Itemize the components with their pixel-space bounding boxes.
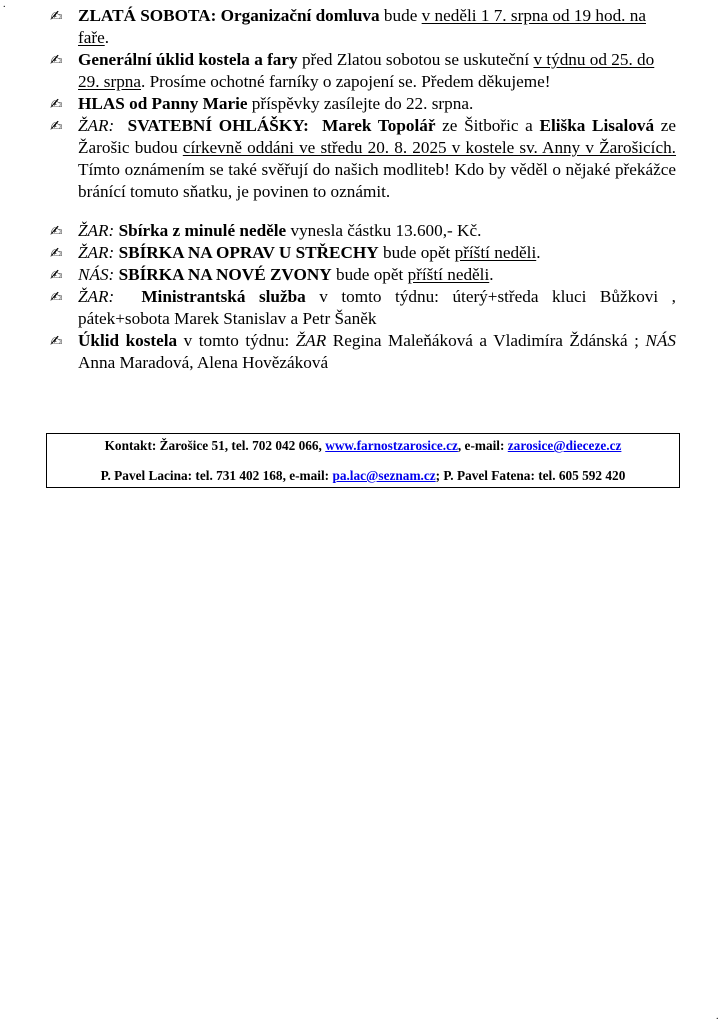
writing-hand-icon: ✍ — [50, 95, 63, 113]
parish-prefix: NÁS: — [78, 265, 115, 284]
item-title: Úklid kostela — [78, 331, 178, 350]
item-date: příští neděli — [454, 243, 537, 262]
item-text: bude opět — [331, 265, 408, 284]
contact-line — [47, 438, 679, 454]
list-item — [50, 242, 676, 264]
parish-prefix: ŽAR: — [78, 243, 115, 262]
item-title: Ministrantská služba — [141, 287, 306, 306]
writing-hand-icon: ✍ — [50, 117, 63, 135]
item-text: bude opět — [378, 243, 455, 262]
item-text: vynesla částku 13.600,- Kč. — [286, 221, 482, 240]
item-text: . — [536, 243, 541, 262]
item-title: Generální úklid kostela a fary — [78, 50, 298, 69]
corner-dot: . — [3, 0, 6, 10]
item-text: . — [104, 28, 110, 47]
item-date: v týdnu od 25. do 29. srpna — [78, 50, 655, 91]
parish-prefix: NÁS — [645, 331, 676, 350]
item-text: Regina Maleňáková a Vladimíra Ždánská ; — [326, 331, 639, 350]
list-item — [50, 220, 676, 242]
writing-hand-icon: ✍ — [50, 51, 63, 69]
writing-hand-icon: ✍ — [50, 7, 63, 25]
list-item — [50, 264, 676, 286]
item-date: příští neděli — [407, 265, 490, 284]
contact-line — [47, 468, 679, 484]
item-text: Anna Maradová, Alena Hovězáková — [78, 353, 329, 372]
wedding-date: církevně oddáni ve středu 20. 8. 2025 v kostele sv. Anny v Žarošicích. — [182, 138, 676, 157]
item-text: příspěvky zasílejte do 22. srpna. — [247, 94, 474, 113]
item-title: ZLATÁ SOBOTA: Organizační domluva — [78, 6, 380, 25]
writing-hand-icon: ✍ — [50, 266, 63, 284]
item-text: v tomto týdnu: úterý+středa kluci Bůžkovi , pátek+sobota Marek Stanislav a Petr Šaněk — [78, 287, 676, 328]
contact-text: Kontakt: Žarošice 51, tel. 702 042 066, — [104, 438, 326, 453]
list-item — [50, 5, 676, 49]
item-text: . — [489, 265, 494, 284]
parish-prefix: ŽAR — [295, 331, 327, 350]
item-text: ze Šitbořic a — [435, 116, 540, 135]
writing-hand-icon: ✍ — [50, 244, 63, 262]
list-item — [50, 49, 676, 93]
list-item — [50, 115, 676, 203]
item-title: SBÍRKA NA NOVÉ ZVONY — [118, 265, 332, 284]
parish-email-link[interactable]: zarosice@dieceze.cz — [507, 438, 622, 453]
list-item — [50, 93, 676, 115]
website-link[interactable]: www.farnostzarosice.cz — [325, 438, 458, 453]
item-text: Tímto oznámením se také svěřují do našich modliteb! Kdo by věděl o nějaké překážce bránící tomuto sňatku, je povinen to oznámit. — [78, 160, 676, 201]
item-title: Sbírka z minulé neděle — [118, 221, 287, 240]
list-item — [50, 330, 676, 374]
writing-hand-icon: ✍ — [50, 288, 63, 306]
announcement-list — [50, 5, 676, 374]
parish-prefix: ŽAR: — [78, 287, 115, 306]
item-text: ze Žarošic budou — [78, 116, 677, 157]
corner-dot: . — [716, 1011, 719, 1022]
bride-name: Eliška Lisalová — [539, 116, 655, 135]
contact-text: P. Pavel Lacina: tel. 731 402 168, e-mail: — [100, 468, 333, 483]
contact-text: , e-mail: — [457, 438, 508, 453]
contact-box — [46, 433, 680, 488]
item-title: SVATEBNÍ OHLÁŠKY: — [127, 116, 309, 135]
groom-name: Marek Topolář — [322, 116, 436, 135]
item-title: SBÍRKA NA OPRAV U STŘECHY — [118, 243, 379, 262]
item-title: HLAS od Panny Marie — [78, 94, 248, 113]
writing-hand-icon: ✍ — [50, 332, 63, 350]
priest-email-link[interactable]: pa.lac@seznam.cz — [332, 468, 436, 483]
item-text: v tomto týdnu: — [177, 331, 296, 350]
parish-prefix: ŽAR: — [78, 221, 115, 240]
item-text: bude — [379, 6, 422, 25]
writing-hand-icon: ✍ — [50, 222, 63, 240]
item-text: . Prosíme ochotné farníky o zapojení se. Předem děkujeme! — [141, 72, 551, 91]
item-text: před Zlatou sobotou se uskuteční — [297, 50, 534, 69]
contact-text: ; P. Pavel Fatena: tel. 605 592 420 — [435, 468, 626, 483]
list-item — [50, 286, 676, 330]
item-date: v neděli 1 7. srpna od 19 hod. na faře — [78, 6, 646, 47]
parish-prefix: ŽAR: — [78, 116, 115, 135]
